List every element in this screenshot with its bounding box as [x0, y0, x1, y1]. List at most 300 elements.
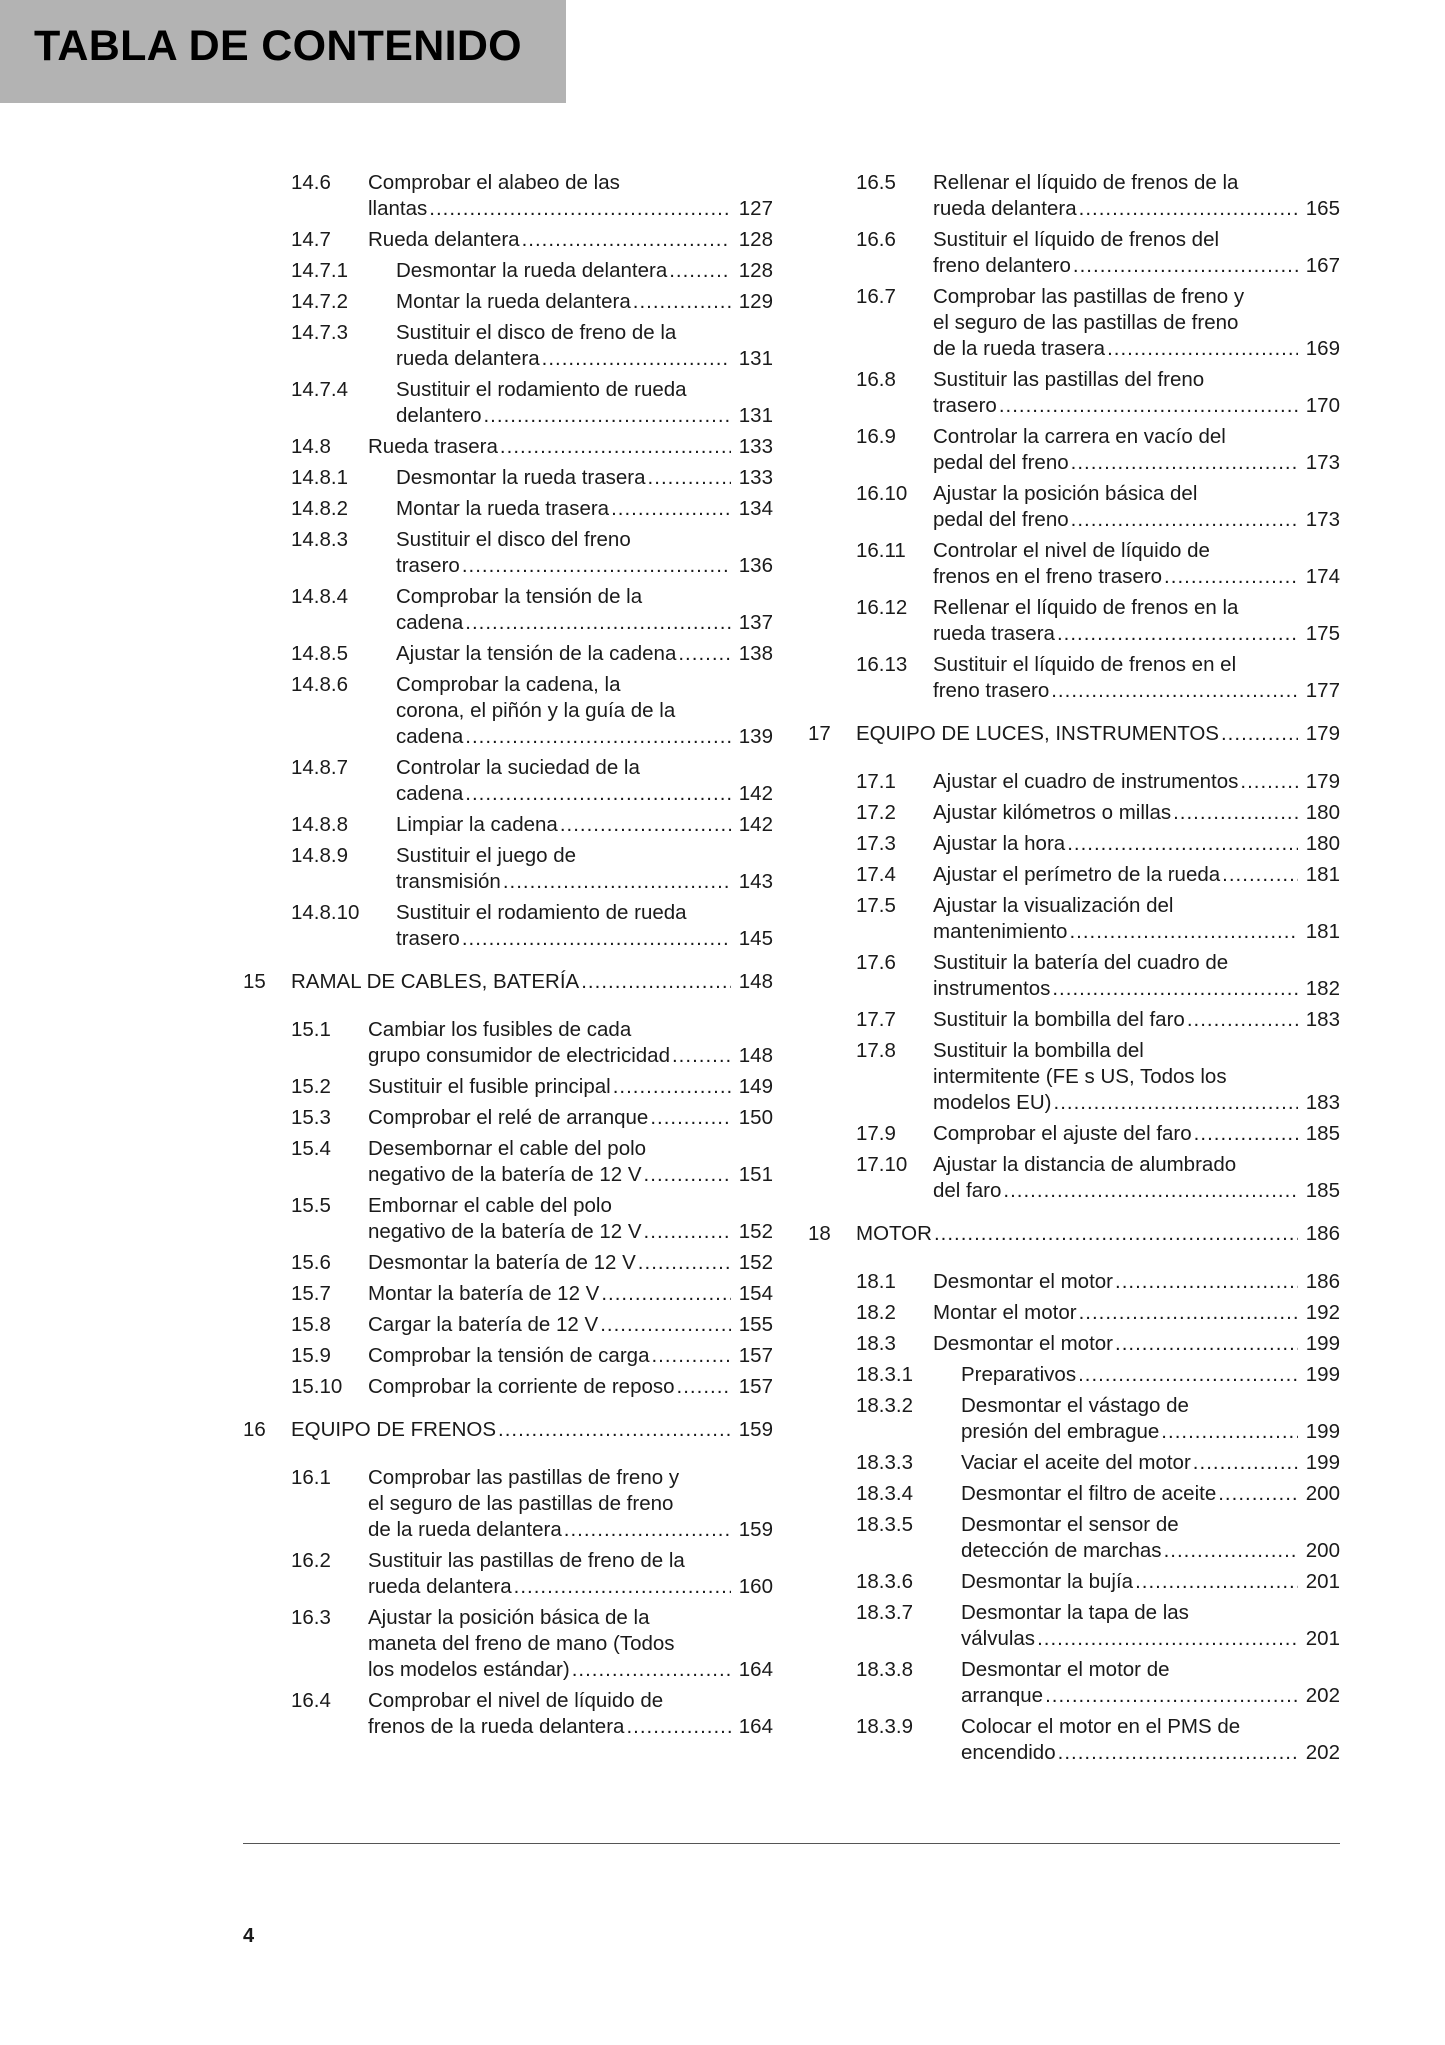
toc-entry-title-line: Desmontar la rueda trasera	[396, 466, 646, 489]
toc-entry[interactable]	[243, 434, 773, 460]
toc-entry-last-line	[396, 465, 773, 491]
toc-entry-title	[291, 1417, 773, 1443]
toc-entry[interactable]	[808, 1393, 1340, 1445]
toc-entry-last-line	[396, 869, 773, 895]
dot-leader	[1194, 1121, 1298, 1147]
toc-entry[interactable]	[808, 831, 1340, 857]
toc-entry-page: 201	[1305, 1627, 1340, 1650]
toc-entry-number: 16.11	[856, 539, 906, 562]
toc-entry-number: 14.8.10	[291, 901, 360, 924]
toc-entry-number: 14.7	[291, 228, 331, 251]
toc-entry-page: 174	[1305, 565, 1340, 588]
toc-entry-title	[291, 843, 773, 895]
toc-entry-last-line	[396, 926, 773, 952]
dot-leader	[462, 926, 731, 952]
toc-entry[interactable]	[243, 527, 773, 579]
toc-entry-title-line: cadena	[396, 611, 464, 634]
toc-entry-last-line	[368, 1043, 773, 1069]
page-title: TABLA DE CONTENIDO	[34, 22, 522, 70]
toc-entry-title-line: grupo consumidor de electricidad	[368, 1044, 670, 1067]
toc-entry[interactable]	[808, 1600, 1340, 1652]
dot-leader	[572, 1657, 731, 1683]
toc-entry-page: 157	[738, 1344, 773, 1367]
toc-entry-number: 14.8.7	[291, 756, 348, 779]
toc-entry-number: 15.4	[291, 1137, 331, 1160]
toc-entry[interactable]	[808, 1152, 1340, 1204]
toc-entry-title-line: el seguro de las pastillas de freno	[368, 1492, 674, 1515]
toc-entry-number: 15.5	[291, 1194, 331, 1217]
toc-entry[interactable]	[808, 893, 1340, 945]
toc-entry-number: 16.12	[856, 596, 908, 619]
toc-entry[interactable]	[808, 1362, 1340, 1388]
dot-leader	[581, 969, 731, 995]
toc-entry-title-line: negativo de la batería de 12 V	[368, 1163, 642, 1186]
toc-entry[interactable]	[243, 1281, 773, 1307]
toc-entry-page: 143	[738, 870, 773, 893]
toc-entry[interactable]	[808, 595, 1340, 647]
toc-entry-title-line: el seguro de las pastillas de freno	[933, 311, 1239, 334]
toc-entry[interactable]	[243, 496, 773, 522]
toc-entry-number: 18.3.4	[856, 1482, 913, 1505]
dot-leader	[1071, 450, 1298, 476]
toc-entry-title-line: Montar la rueda trasera	[396, 497, 610, 520]
toc-entry-number: 18.3.1	[856, 1363, 913, 1386]
toc-entry[interactable]	[808, 538, 1340, 590]
toc-entry-title-line: detección de marchas	[961, 1539, 1162, 1562]
dot-leader	[1058, 1740, 1298, 1766]
toc-entry-number: 18.3.8	[856, 1658, 913, 1681]
toc-entry[interactable]	[243, 1074, 773, 1100]
toc-entry[interactable]	[243, 969, 773, 995]
toc-entry-page: 129	[738, 290, 773, 313]
toc-entry[interactable]	[243, 672, 773, 750]
toc-entry[interactable]	[808, 1221, 1340, 1247]
toc-entry-title-line: freno trasero	[933, 679, 1050, 702]
dot-leader	[600, 1312, 731, 1338]
toc-entry[interactable]	[243, 170, 773, 222]
toc-entry-title-line: Ajustar la hora	[933, 832, 1066, 855]
toc-entry-title	[291, 170, 773, 222]
toc-entry-page: 202	[1305, 1684, 1340, 1707]
toc-entry-title-line: Sustituir el disco del freno	[396, 528, 631, 551]
toc-entry-page: 200	[1305, 1539, 1340, 1562]
toc-entry[interactable]	[243, 1193, 773, 1245]
toc-entry-number: 17.6	[856, 951, 896, 974]
toc-entry-title	[856, 1300, 1340, 1326]
toc-entry-page: 183	[1305, 1008, 1340, 1031]
toc-entry-number: 15.9	[291, 1344, 331, 1367]
toc-entry[interactable]	[808, 1300, 1340, 1326]
toc-entry-title-line: llantas	[368, 197, 428, 220]
toc-entry[interactable]	[243, 843, 773, 895]
toc-entry[interactable]	[808, 481, 1340, 533]
toc-entry-title-line: Sustituir las pastillas del freno	[933, 368, 1205, 391]
toc-entry-page: 164	[738, 1715, 773, 1738]
dot-leader	[648, 465, 731, 491]
toc-entry[interactable]	[808, 1331, 1340, 1357]
toc-entry-page: 138	[738, 642, 773, 665]
toc-entry[interactable]	[808, 950, 1340, 1002]
toc-entry[interactable]	[243, 1548, 773, 1600]
toc-entry[interactable]	[808, 769, 1340, 795]
toc-entry-page: 199	[1305, 1451, 1340, 1474]
toc-entry[interactable]	[243, 1417, 773, 1443]
toc-entry-number: 17.10	[856, 1153, 908, 1176]
toc-entry[interactable]	[808, 1007, 1340, 1033]
toc-entry-last-line	[933, 976, 1340, 1002]
toc-entry-title	[856, 769, 1340, 795]
toc-entry-number: 15.7	[291, 1282, 331, 1305]
toc-entry-page: 127	[738, 197, 773, 220]
dot-leader	[1003, 1178, 1298, 1204]
toc-entry-last-line	[933, 919, 1340, 945]
toc-entry-page: 150	[738, 1106, 773, 1129]
toc-entry[interactable]	[243, 1105, 773, 1131]
toc-entry-title-line: Sustituir el líquido de frenos del	[933, 228, 1220, 251]
toc-entry-last-line	[396, 258, 773, 284]
toc-entry-title-line: EQUIPO DE FRENOS	[291, 1418, 497, 1441]
dot-leader	[564, 1517, 731, 1543]
toc-entry-title	[856, 1331, 1340, 1357]
toc-entry-number: 17.9	[856, 1122, 896, 1145]
toc-entry-title	[856, 1362, 1340, 1388]
toc-entry-title-line: Desmontar el vástago de	[961, 1394, 1189, 1417]
toc-entry-title-line: Preparativos	[961, 1363, 1077, 1386]
toc-entry-last-line	[933, 450, 1340, 476]
dot-leader	[1135, 1569, 1298, 1595]
toc-entry-number: 18.1	[856, 1270, 896, 1293]
toc-entry-title-line: Desembornar el cable del polo	[368, 1137, 647, 1160]
toc-entry-title-line: frenos de la rueda delantera	[368, 1715, 625, 1738]
toc-entry[interactable]	[808, 1481, 1340, 1507]
dot-leader	[1078, 1362, 1298, 1388]
toc-entry-title-line: Sustituir el rodamiento de rueda	[396, 378, 687, 401]
toc-entry[interactable]	[808, 1450, 1340, 1476]
toc-entry-last-line	[396, 403, 773, 429]
toc-entry-title-line: Ajustar la posición básica de la	[368, 1606, 650, 1629]
dot-leader	[503, 869, 731, 895]
toc-entry-title-line: Ajustar la posición básica del	[933, 482, 1198, 505]
toc-entry-title-line: Comprobar la corriente de reposo	[368, 1375, 675, 1398]
toc-entry-title-line: cadena	[396, 725, 464, 748]
toc-entry-number: 16.5	[856, 171, 896, 194]
toc-entry-title	[856, 1450, 1340, 1476]
toc-entry-page: 152	[738, 1251, 773, 1274]
dot-leader	[644, 1162, 731, 1188]
toc-entry-last-line	[961, 1450, 1340, 1476]
toc-entry-title-line: EQUIPO DE LUCES, INSTRUMENTOS	[856, 722, 1219, 745]
toc-entry[interactable]	[808, 170, 1340, 222]
toc-entry-title-line: RAMAL DE CABLES, BATERÍA	[291, 970, 580, 993]
dot-leader	[611, 496, 731, 522]
dot-leader	[1107, 336, 1298, 362]
toc-entry-title-line: trasero	[396, 554, 460, 577]
toc-entry-title-line: Montar la batería de 12 V	[368, 1282, 600, 1305]
toc-entry[interactable]	[808, 1121, 1340, 1147]
toc-entry-number: 16.1	[291, 1466, 331, 1489]
toc-entry-title	[856, 1121, 1340, 1147]
toc-entry-title-line: Comprobar el ajuste del faro	[933, 1122, 1192, 1145]
toc-entry-title-line: Desmontar la bujía	[961, 1570, 1134, 1593]
toc-entry-page: 200	[1305, 1482, 1340, 1505]
toc-entry-title	[291, 900, 773, 952]
toc-entry[interactable]	[243, 755, 773, 807]
toc-entry-title	[291, 227, 773, 253]
toc-entry[interactable]	[243, 641, 773, 667]
toc-entry-last-line	[933, 1090, 1340, 1116]
toc-entry-title	[856, 595, 1340, 647]
toc-entry[interactable]	[808, 227, 1340, 279]
toc-entry-last-line	[291, 969, 773, 995]
toc-entry-title	[856, 1657, 1340, 1709]
dot-leader	[1067, 831, 1298, 857]
toc-entry-title-line: Cargar la batería de 12 V	[368, 1313, 599, 1336]
toc-entry[interactable]	[808, 1657, 1340, 1709]
dot-leader	[1069, 919, 1298, 945]
toc-entry-last-line	[368, 1517, 773, 1543]
toc-entry-title	[856, 1038, 1340, 1116]
toc-entry[interactable]	[243, 1250, 773, 1276]
toc-entry-number: 15.1	[291, 1018, 331, 1041]
dot-leader	[1057, 621, 1298, 647]
toc-entry-last-line	[856, 721, 1340, 747]
toc-entry-title	[291, 377, 773, 429]
toc-entry-last-line	[368, 1074, 773, 1100]
dot-leader	[1115, 1331, 1298, 1357]
toc-entry-last-line	[933, 393, 1340, 419]
toc-entry-title	[856, 652, 1340, 704]
toc-entry-page: 180	[1305, 801, 1340, 824]
toc-entry-page: 157	[738, 1375, 773, 1398]
toc-entry-title-line: arranque	[961, 1684, 1044, 1707]
toc-entry-last-line	[368, 1657, 773, 1683]
toc-entry-title-line: Comprobar las pastillas de freno y	[368, 1466, 680, 1489]
toc-entry-last-line	[368, 1574, 773, 1600]
toc-entry-number: 18.3.3	[856, 1451, 913, 1474]
toc-entry[interactable]	[243, 289, 773, 315]
dot-leader	[650, 1105, 731, 1131]
toc-entry-title-line: pedal del freno	[933, 451, 1069, 474]
toc-entry-title-line: Colocar el motor en el PMS de	[961, 1715, 1241, 1738]
toc-entry-page: 134	[738, 497, 773, 520]
toc-entry[interactable]	[808, 862, 1340, 888]
toc-entry-number: 16.2	[291, 1549, 331, 1572]
toc-entry-last-line	[396, 346, 773, 372]
toc-entry[interactable]	[243, 1605, 773, 1683]
toc-entry-title	[856, 424, 1340, 476]
toc-entry[interactable]	[808, 652, 1340, 704]
toc-entry-title	[291, 1105, 773, 1131]
toc-column-right	[808, 170, 1340, 1771]
page-number: 4	[243, 1925, 255, 1947]
toc-entry-title	[856, 538, 1340, 590]
toc-entry[interactable]	[243, 1374, 773, 1400]
toc-entry[interactable]	[243, 1688, 773, 1740]
toc-entry-number: 14.7.1	[291, 259, 348, 282]
toc-entry[interactable]	[243, 320, 773, 372]
toc-entry-title	[291, 969, 773, 995]
toc-entry[interactable]	[243, 1343, 773, 1369]
dot-leader	[1051, 678, 1298, 704]
toc-entry-title	[291, 584, 773, 636]
toc-entry-last-line	[961, 1419, 1340, 1445]
toc-entry-title	[291, 1465, 773, 1543]
toc-entry-page: 149	[738, 1075, 773, 1098]
toc-entry-title	[856, 1269, 1340, 1295]
toc-entry-number: 16.8	[856, 368, 896, 391]
dot-leader	[934, 1221, 1298, 1247]
toc-entry-last-line	[933, 1121, 1340, 1147]
toc-entry-number: 17.1	[856, 770, 896, 793]
toc-entry[interactable]	[243, 465, 773, 491]
toc-entry[interactable]	[808, 1038, 1340, 1116]
toc-entry-number: 16.6	[856, 228, 896, 251]
toc-entry-page: 131	[738, 347, 773, 370]
toc-entry[interactable]	[243, 227, 773, 253]
toc-entry-number: 14.7.4	[291, 378, 348, 401]
toc-entry-title	[291, 672, 773, 750]
toc-entry[interactable]	[243, 812, 773, 838]
toc-entry-page: 199	[1305, 1363, 1340, 1386]
toc-entry-number: 16	[243, 1418, 266, 1441]
toc-entry-title	[856, 1481, 1340, 1507]
toc-entry-page: 133	[738, 435, 773, 458]
toc-entry-title	[291, 258, 773, 284]
toc-entry[interactable]	[243, 1017, 773, 1069]
toc-entry-last-line	[396, 724, 773, 750]
toc-entry[interactable]	[243, 900, 773, 952]
toc-entry-page: 142	[738, 813, 773, 836]
dot-leader	[483, 403, 731, 429]
toc-entry-number: 14.7.3	[291, 321, 348, 344]
toc-entry-title-line: Desmontar el motor	[933, 1332, 1114, 1355]
toc-entry-last-line	[961, 1362, 1340, 1388]
toc-entry-title	[856, 1600, 1340, 1652]
toc-entry-title-line: Rueda trasera	[368, 435, 498, 458]
toc-entry-title-line: trasero	[933, 394, 997, 417]
toc-entry-title	[291, 755, 773, 807]
toc-entry-number: 17.4	[856, 863, 896, 886]
toc-entry-title	[291, 812, 773, 838]
toc-entry-title-line: Sustituir la bombilla del	[933, 1039, 1144, 1062]
toc-entry-number: 17.8	[856, 1039, 896, 1062]
toc-entry-page: 183	[1305, 1091, 1340, 1114]
dot-leader	[678, 641, 731, 667]
toc-entry[interactable]	[808, 1269, 1340, 1295]
toc-entry-page: 179	[1305, 722, 1340, 745]
toc-entry-title	[856, 367, 1340, 419]
toc-entry-number: 17.2	[856, 801, 896, 824]
toc-entry-title-line: Comprobar el relé de arranque	[368, 1106, 649, 1129]
dot-leader	[1115, 1269, 1298, 1295]
toc-entry[interactable]	[808, 1512, 1340, 1564]
toc-entry-number: 18.3.9	[856, 1715, 913, 1738]
dot-leader	[677, 1374, 731, 1400]
toc-entry-page: 167	[1305, 254, 1340, 277]
dot-leader	[1193, 1450, 1298, 1476]
dot-leader	[542, 346, 731, 372]
toc-entry-title	[856, 893, 1340, 945]
toc-entry-title-line: Rellenar el líquido de frenos de la	[933, 171, 1239, 194]
toc-entry[interactable]	[243, 1465, 773, 1543]
dot-leader	[1173, 800, 1298, 826]
toc-entry-title-line: Controlar la suciedad de la	[396, 756, 640, 779]
toc-entry[interactable]	[808, 800, 1340, 826]
toc-entry-title-line: frenos en el freno trasero	[933, 565, 1163, 588]
toc-entry-title	[856, 1714, 1340, 1766]
dot-leader	[999, 393, 1298, 419]
toc-entry[interactable]	[808, 367, 1340, 419]
toc-entry-title-line: Sustituir el disco de freno de la	[396, 321, 677, 344]
toc-entry-last-line	[933, 1269, 1340, 1295]
toc-entry-title	[856, 227, 1340, 279]
toc-entry-last-line	[933, 336, 1340, 362]
toc-entry-title-line: Sustituir la bombilla del faro	[933, 1008, 1185, 1031]
toc-entry-title-line: Sustituir el líquido de frenos en el	[933, 653, 1237, 676]
toc-entry[interactable]	[243, 377, 773, 429]
dot-leader	[500, 434, 731, 460]
toc-entry-title-line: Ajustar el cuadro de instrumentos	[933, 770, 1239, 793]
dot-leader	[1071, 507, 1298, 533]
toc-entry-number: 18.3.2	[856, 1394, 913, 1417]
toc-entry-last-line	[961, 1740, 1340, 1766]
toc-entry-last-line	[933, 1331, 1340, 1357]
toc-entry-title-line: maneta del freno de mano (Todos	[368, 1632, 675, 1655]
dot-leader	[429, 196, 731, 222]
toc-entry[interactable]	[808, 1569, 1340, 1595]
toc-entry-page: 185	[1305, 1122, 1340, 1145]
toc-entry-title	[291, 1017, 773, 1069]
dot-leader	[514, 1574, 731, 1600]
toc-entry-title	[856, 1512, 1340, 1564]
toc-entry-page: 131	[738, 404, 773, 427]
toc-entry[interactable]	[243, 1312, 773, 1338]
toc-entry-number: 18.2	[856, 1301, 896, 1324]
dot-leader	[633, 289, 731, 315]
toc-entry-page: 182	[1305, 977, 1340, 1000]
toc-entry[interactable]	[808, 284, 1340, 362]
dot-leader	[669, 258, 731, 284]
toc-entry[interactable]	[808, 1714, 1340, 1766]
dot-leader	[1164, 1538, 1298, 1564]
toc-entry-number: 16.13	[856, 653, 908, 676]
toc-entry-page: 165	[1305, 197, 1340, 220]
toc-entry-number: 16.3	[291, 1606, 331, 1629]
dot-leader	[1164, 564, 1298, 590]
toc-entry-last-line	[933, 862, 1340, 888]
toc-entry[interactable]	[243, 584, 773, 636]
title-banner	[0, 0, 566, 103]
toc-entry-last-line	[933, 678, 1340, 704]
toc-entry[interactable]	[243, 258, 773, 284]
toc-entry[interactable]	[243, 1136, 773, 1188]
toc-entry-title	[291, 641, 773, 667]
toc-entry-title-line: Sustituir las pastillas de freno de la	[368, 1549, 685, 1572]
toc-entry-title-line: freno delantero	[933, 254, 1071, 277]
toc-entry-title-line: de la rueda trasera	[933, 337, 1106, 360]
toc-entry-last-line	[933, 621, 1340, 647]
toc-entry-last-line	[368, 1162, 773, 1188]
toc-entry-title-line: Cambiar los fusibles de cada	[368, 1018, 632, 1041]
toc-entry-title	[291, 1688, 773, 1740]
toc-entry-title	[856, 284, 1340, 362]
toc-entry-page: 128	[738, 259, 773, 282]
toc-entry[interactable]	[808, 721, 1340, 747]
toc-entry-page: 181	[1305, 920, 1340, 943]
toc-entry-last-line	[933, 1300, 1340, 1326]
toc-entry-title-line: Comprobar la tensión de la	[396, 585, 643, 608]
toc-entry[interactable]	[808, 424, 1340, 476]
